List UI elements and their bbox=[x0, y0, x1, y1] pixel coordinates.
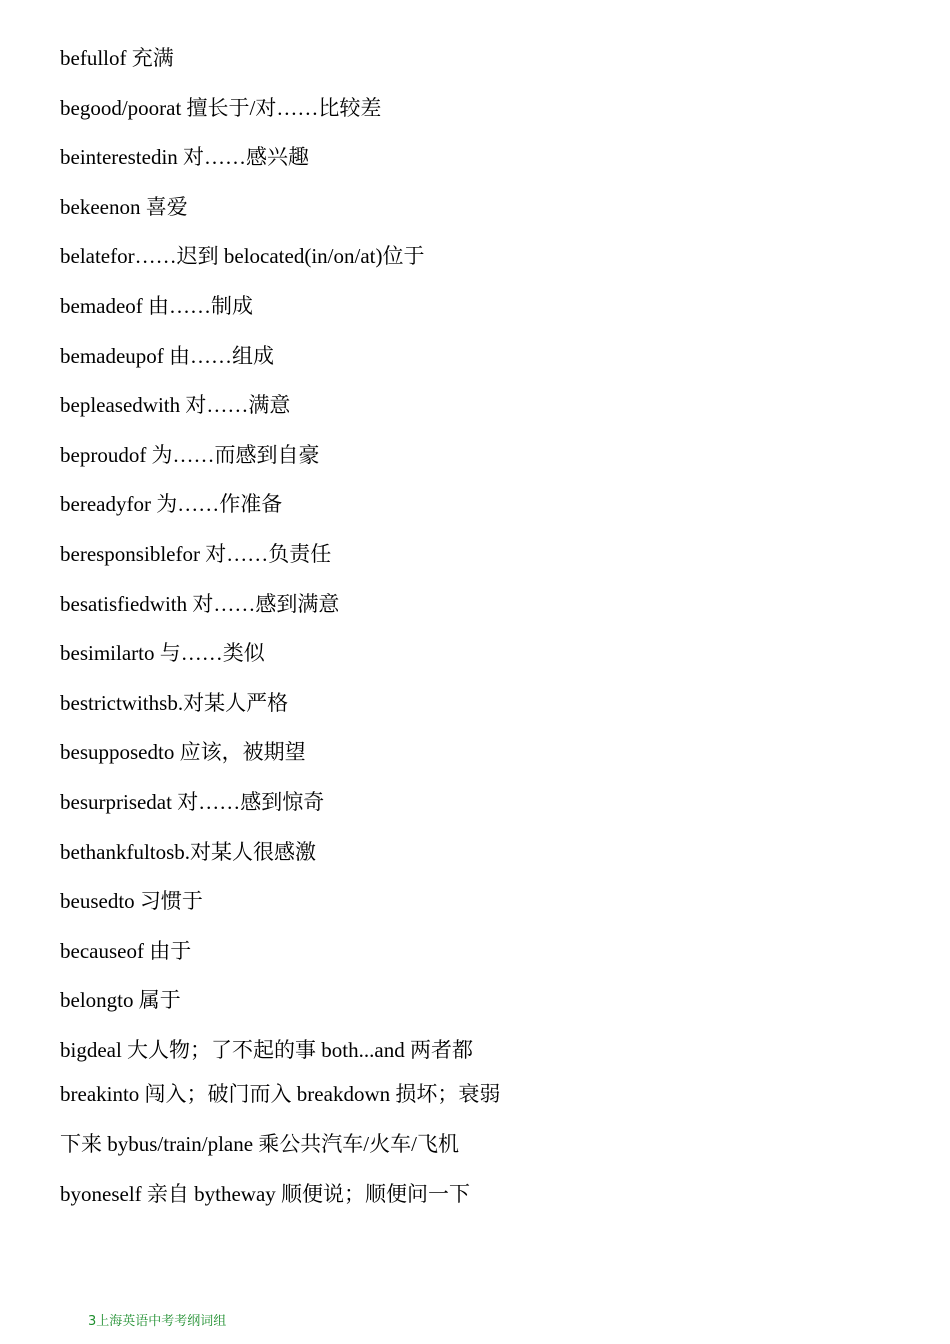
phrase-entry: breakinto 闯入；破门而入 breakdown 损坏；衰弱 bbox=[60, 1082, 501, 1107]
phrase-entry: bemadeof 由……制成 bbox=[60, 293, 254, 318]
phrase-entry: beproudof 为……而感到自豪 bbox=[60, 442, 320, 467]
phrase-entry: begood/poorat 擅长于/对……比较差 bbox=[60, 95, 382, 120]
phrase-entry: beusedto 习惯于 bbox=[60, 889, 203, 914]
phrase-entry: bekeenon 喜爱 bbox=[60, 194, 188, 219]
page-footer: 3上海英语中考考纲词组 bbox=[88, 1314, 227, 1329]
phrase-entry: becauseof 由于 bbox=[60, 938, 192, 963]
phrase-entry: besimilarto 与……类似 bbox=[60, 641, 265, 666]
phrase-entry: bemadeupof 由……组成 bbox=[60, 343, 275, 368]
phrase-entry: belongto 属于 bbox=[60, 988, 181, 1013]
phrase-entry: belatefor……迟到 belocated(in/on/at)位于 bbox=[60, 244, 425, 269]
phrase-entry: befullof 充满 bbox=[60, 46, 174, 70]
phrase-entry: beresponsiblefor 对……负责任 bbox=[60, 541, 332, 566]
phrase-entry: besurprisedat 对……感到惊奇 bbox=[60, 789, 325, 814]
phrase-entry: 下来 bybus/train/plane 乘公共汽车/火车/飞机 bbox=[60, 1132, 459, 1157]
phrase-entry: bestrictwithsb.对某人严格 bbox=[60, 690, 289, 715]
phrase-entry: byoneself 亲自 bytheway 顺便说；顺便问一下 bbox=[60, 1181, 471, 1206]
phrase-entry: beinterestedin 对……感兴趣 bbox=[60, 145, 310, 170]
phrase-list bbox=[60, 40, 880, 1225]
phrase-entry: bepleasedwith 对……满意 bbox=[60, 393, 291, 418]
phrase-entry: besatisfiedwith 对……感到满意 bbox=[60, 591, 340, 616]
phrase-entry: besupposedto 应该，被期望 bbox=[60, 740, 306, 765]
phrase-entry: bereadyfor 为……作准备 bbox=[60, 492, 283, 517]
phrase-entry: bethankfultosb.对某人很感激 bbox=[60, 839, 317, 864]
phrase-entry: bigdeal 大人物；了不起的事 both...and 两者都 bbox=[60, 1037, 473, 1062]
